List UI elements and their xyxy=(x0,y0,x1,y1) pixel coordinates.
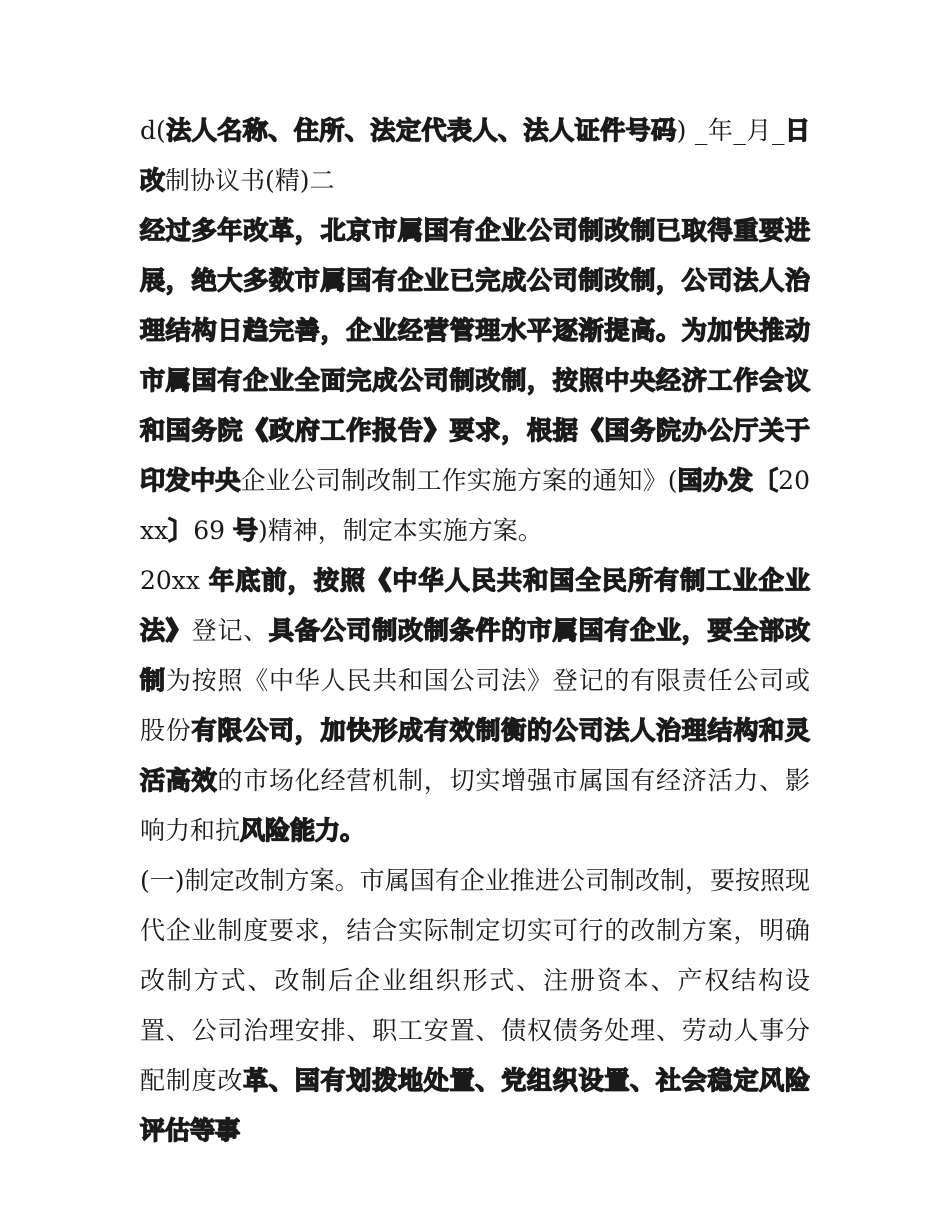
paragraph xyxy=(140,206,810,556)
outlined-text-segment: 有限公司，加快形成有效制衡的公司法人治理结构和灵活高效 xyxy=(140,716,810,795)
outlined-text-segment: 〕 xyxy=(168,516,194,545)
outlined-text-segment: 国办发〔 xyxy=(677,466,779,495)
text-segment: 69 xyxy=(193,516,233,545)
text-segment: 登记、 xyxy=(191,616,270,645)
text-segment: 为按照《中华人民共和国公司法》登记的有限责任公司或股份 xyxy=(140,666,810,745)
text-segment: 的市场化经营机制，切实增强市属国有经济活力、影响力和抗 xyxy=(140,766,810,845)
paragraph xyxy=(140,106,810,206)
outlined-text-segment: 革、国有划拨地处置、党组织设置、社会稳定风险评估等事 xyxy=(140,1066,810,1145)
outlined-text-segment: 年底前，按照《中华人民共和国全民所有制工业企业法》 xyxy=(140,566,810,645)
outlined-text-segment: 法人名称、住所、法定代表人、法人证件号码 xyxy=(165,116,677,145)
outlined-text-segment: 风险能力。 xyxy=(240,816,366,845)
text-segment: (一)制定改制方案。市属国有企业推进公司制改制，要按照现代企业制度要求，结合实际制定切实可行的改制方案，明确改制方式、改制后企业组织形式、注册资本、产权结构设置、公司治理安排、职工安置、债权债务处理、劳动人事分配制度改 xyxy=(140,866,810,1095)
text-segment: 20xx xyxy=(140,466,810,545)
document-body xyxy=(140,106,810,1156)
paragraph xyxy=(140,856,810,1156)
text-segment: 制协议书(精)二 xyxy=(165,166,335,195)
outlined-text-segment: 经过多年改革，北京市属国有企业公司制改制已取得重要进展，绝大多数市属国有企业已完成公司制改制，公司法人治理结构日趋完善，企业经营管理水平逐渐提高。为加快推动市属国有企业全面完成公司制改制，按照中央经济工作会议和国务院《政府工作报告》要求，根据《国务院办公厅关于印发中央 xyxy=(140,216,810,495)
outlined-text-segment: 具备公司制改制条件的市属国有企业，要全部改制 xyxy=(140,616,810,695)
paragraph xyxy=(140,556,810,856)
text-segment: ) _年_月_ xyxy=(676,116,785,145)
text-segment: 20xx xyxy=(140,566,210,595)
text-segment: 企业公司制改制工作实施方案的通知》( xyxy=(240,466,678,495)
text-segment: )精神，制定本实施方案。 xyxy=(258,516,543,545)
outlined-text-segment: 号 xyxy=(232,516,258,545)
text-segment: d( xyxy=(140,116,166,145)
outlined-text-segment: 日 改 xyxy=(140,116,810,195)
